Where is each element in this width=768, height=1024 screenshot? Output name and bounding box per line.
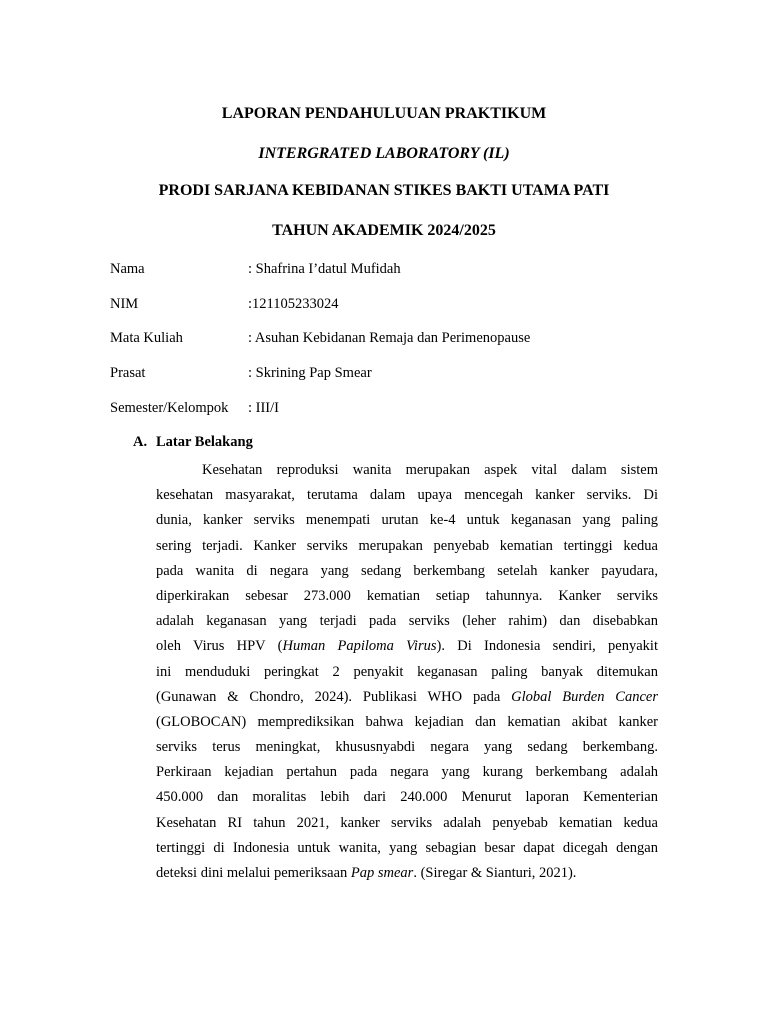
info-label: NIM [110,296,139,312]
background-paragraph [156,458,658,886]
italic-term: Pap smear [350,865,414,881]
paragraph-line: kesehatan masyarakat, terutama dalam upaya mencegah kanker serviks. Di [156,487,658,504]
paragraph-line: adalah keganasan yang terjadi pada serviks (leher rahim) dan disebabkan [156,613,658,630]
paragraph-line: tertinggi di Indonesia untuk wanita, yang sebagian besar dapat dicegah dengan [156,839,658,856]
info-label: Mata Kuliah [110,330,183,346]
line-text: . (Siregar & Sianturi, 2021). [413,865,577,881]
paragraph-line: sering terjadi. Kanker serviks merupakan penyebab kematian tertinggi kedua [156,537,658,554]
section-heading [133,433,253,451]
paragraph-line: diperkirakan sebesar 273.000 kematian setiap tahunnya. Kanker serviks [156,587,658,604]
section-number: A. [133,434,148,450]
paragraph-line: dunia, kanker serviks menempati urutan ke-4 untuk keganasan yang paling [156,512,658,529]
info-value: : III/I [248,400,279,416]
line-text: deteksi dini melalui pemeriksaan [156,865,351,881]
program-title: PRODI SARJANA KEBIDANAN STIKES BAKTI UTAMA PATI [158,182,610,199]
info-label: Prasat [110,365,146,381]
line-text: (Gunawan & Chondro, 2024). Publikasi WHO pada [156,688,512,705]
line-text: oleh Virus HPV ( [156,638,283,655]
paragraph-line: ini menduduki peringkat 2 penyakit keganasan paling banyak ditemukan [156,663,658,680]
info-label: Nama [110,261,145,277]
paragraph-line [156,634,658,659]
paragraph-line: serviks terus meningkat, khususnyabdi negara yang sedang berkembang. [156,739,658,756]
paragraph-line: Kesehatan RI tahun 2021, kanker serviks adalah penyebab kematian kedua [156,814,658,831]
italic-term: Global Burden Cancer [511,688,658,705]
line-text: ). Di Indonesia sendiri, penyakit [436,638,658,655]
report-title: LAPORAN PENDAHULUUAN PRAKTIKUM [221,105,547,122]
info-label: Semester/Kelompok [110,400,229,416]
info-value: : Asuhan Kebidanan Remaja dan Perimenopause [248,330,531,346]
section-title: Latar Belakang [156,434,253,450]
academic-year: TAHUN AKADEMIK 2024/2025 [272,222,496,239]
paragraph-line: pada wanita di negara yang sedang berkembang setelah kanker payudara, [156,562,658,579]
info-value: :121105233024 [248,296,339,312]
paragraph-line [156,685,658,710]
paragraph-line: Perkiraan kejadian pertahun pada negara yang kurang berkembang adalah [156,764,658,781]
paragraph-line: Kesehatan reproduksi wanita merupakan aspek vital dalam sistem [202,462,658,478]
info-value: : Skrining Pap Smear [248,365,372,381]
paragraph-line [156,861,658,886]
report-subtitle: INTERGRATED LABORATORY (IL) [258,145,510,162]
italic-term: Human Papiloma Virus [282,638,437,655]
info-value: : Shafrina I’datul Mufidah [248,261,401,277]
paragraph-line: 450.000 dan moralitas lebih dari 240.000 Menurut laporan Kementerian [156,789,658,806]
paragraph-line: (GLOBOCAN) memprediksikan bahwa kejadian dan kematian akibat kanker [156,713,658,730]
